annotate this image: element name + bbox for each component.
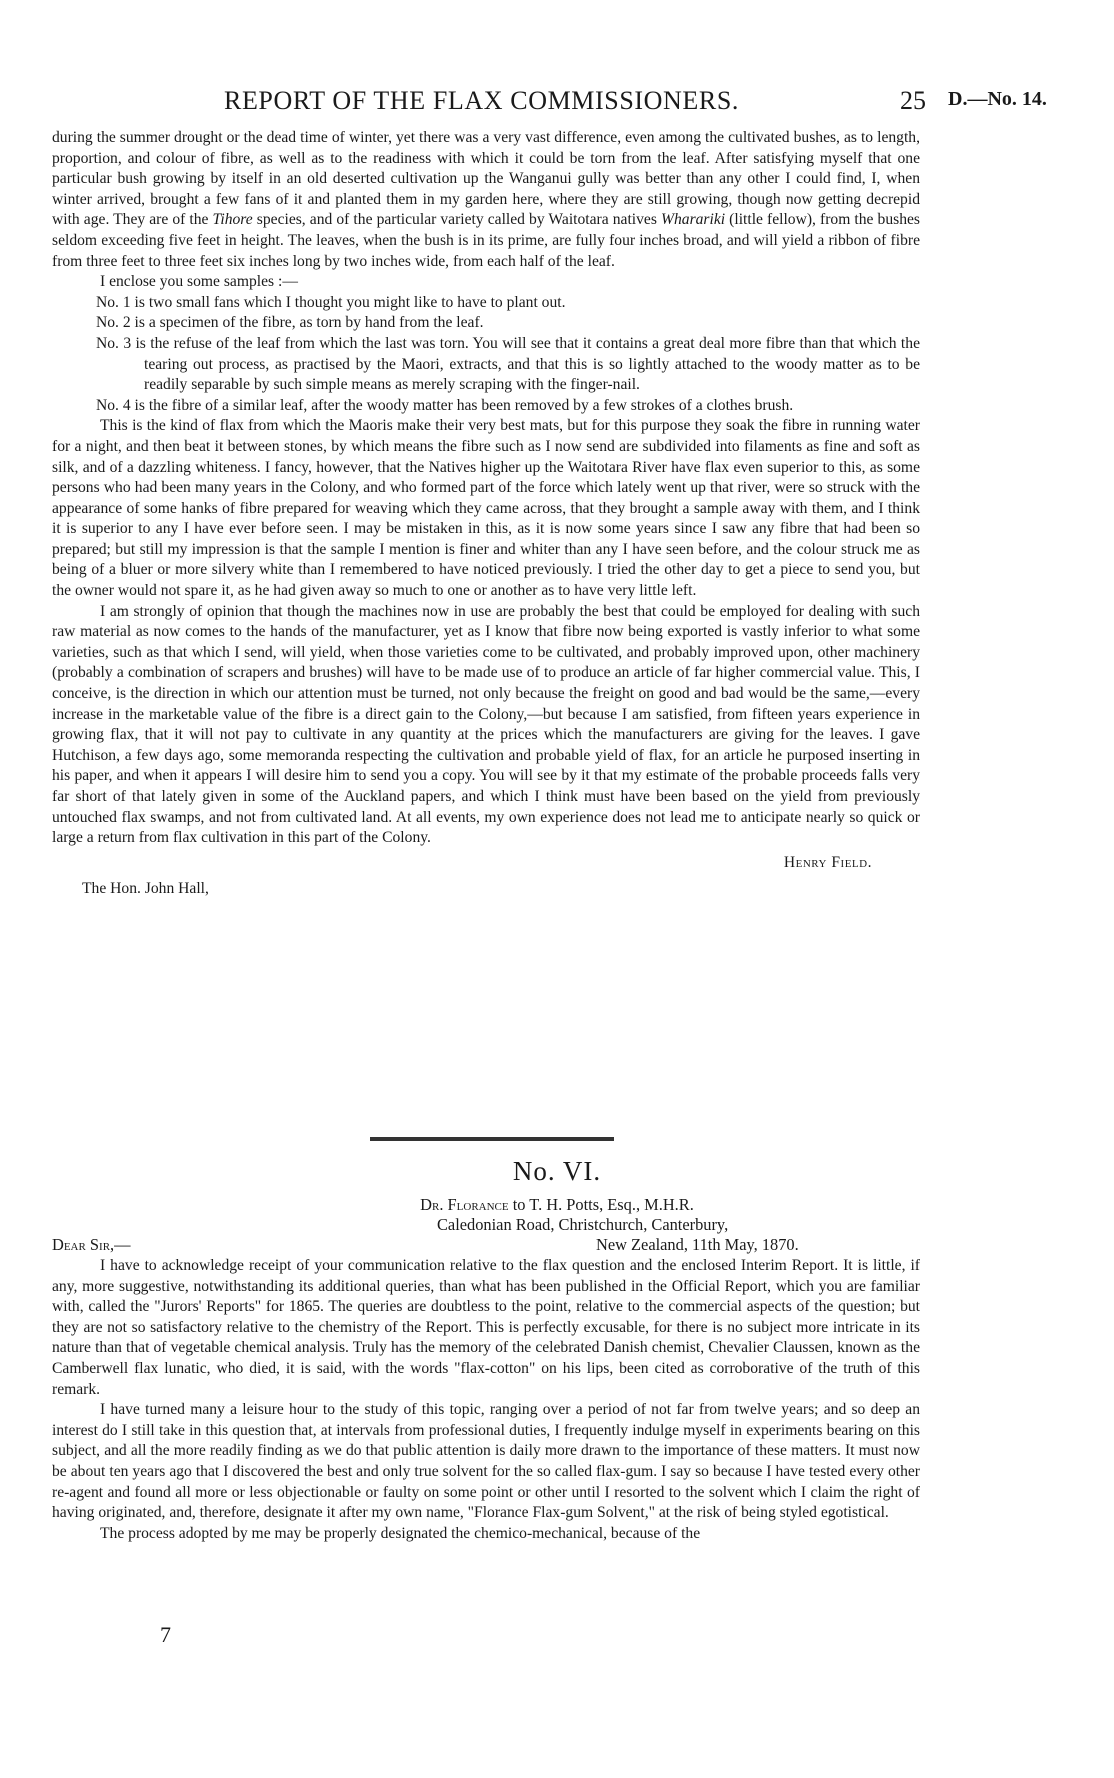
samples-intro: I enclose you some samples :— — [100, 273, 298, 291]
running-title: REPORT OF THE FLAX COMMISSIONERS. — [224, 86, 739, 115]
letter-florance-paragraph-3: The process adopted by me may be properly designated the chemico-mechanical, because of the — [100, 1524, 701, 1542]
letter-florance-body — [52, 1256, 920, 1544]
sample-item-2: No. 2 is a specimen of the fibre, as torn by hand from the leaf. — [96, 314, 484, 332]
letter-field-paragraph-1: during the summer drought or the dead time of winter, yet there was a very vast difference, even among the cultivated bushes, as to length, proportion, and colour of fibre, as well as to the readiness with which it could be torn from the leaf. After satisfying myself that one particular bush growing by itself in an old deserted cultivation up the Wanganui gully was better than any other I could find, I, when winter arrived, brought a few fans of it and planted them in my garden here, where they are still growing, though now getting decrepid with age. They are of the Tihore species, and of the particular variety called by Waitotara natives Wharariki (little fellow), from the bushes seldom exceeding five feet in height. The leaves, when the bush is in its prime, are fully four inches broad, and will yield a ribbon of fibre from three feet to three feet six inches long by two inches wide, from each half of the leaf. — [52, 129, 920, 270]
letter-field-paragraph-2: This is the kind of flax from which the Maoris make their very best mats, but for this purpose they soak the fibre in running water for a night, and then beat it between stones, by which means the fibre such as I now send are subdivided into filaments as fine and soft as silk, and of a dazzling whiteness. I fancy, however, that the Natives higher up the Waitotara River have flax even superior to this, as some persons who had been many years in the Colony, and who formed part of the force which lately went up that river, were so struck with the appearance of some hanks of fibre prepared for weaving which they came across, that they brought a sample away with them, and I think it is superior to any I have ever before seen. I may be mistaken in this, as it is now some years since I saw any fibre that had been so prepared; but still my impression is that the sample I mention is finer and whiter than any I have seen before, and the colour struck me as being of a bluer or more silvery white than I remembered to have noticed previously. I tried the other day to get a piece to send you, but the owner would not spare it, as he had given away so much to one or another as to have very little left. — [52, 417, 920, 600]
section-subtitle: Dr. Florance to T. H. Potts, Esq., M.H.R. — [420, 1195, 694, 1214]
document-page: REPORT OF THE FLAX COMMISSIONERS. 25 D.—No. 14. during the summer drought or the dead time of winter, yet there was a very vast difference, even among the cultivated bushes, as to length, proportion, and colour of fibre, as well as to the readiness with which it could be torn from the leaf. After satisfying myself that one particular bush growing by itself in an old deserted cultivation up the Wanganui gully was better than any other I could find, I, when winter arrived, brought a few fans of it and planted them in my garden here, where they are still growing, though now getting decrepid with age. They are of the Tihore species, and of the particular variety called by Waitotara natives Wharariki (little fellow), from the bushes seldom exceeding five feet in height. The leaves, when the bush is in its prime, are fully four inches broad, and will yield a ribbon of fibre from three feet to three feet six inches long by two inches wide, from each half of the leaf. I enclose you some samples :— No. 1 is two small fans which I thought you might like to have to plant out. No. 2 is a specimen of the fibre, as torn by hand from the leaf. No. 3 is the refuse of the leaf from which the last was torn. You will see that it contains a great deal more fibre than that which the tearing out process, as practised by the Maori, extracts, and that this is so lightly attached to the woody matter as to be readily separable by such simple means as merely scraping with the finger-nail. No. 4 is the fibre of a similar leaf, after the woody matter has been removed by a few strokes of a clothes brush. This is the kind of flax from which the Maoris make their very best mats, but for this purpose they soak the fibre in running water for a night, and then beat it between stones, by which means the fibre such as I now send are subdivided into filaments as fine and soft as silk, and of a dazzling whiteness. I fancy, however, that the Natives higher up the Waitotara River have flax even superior to this, as some persons who had been many years in the Colony, and who formed part of the force which lately went up that river, were so struck with the appearance of some hanks of fibre prepared for weaving which they came across, that they brought a sample away with them, and I think it is superior to any I have ever before seen. I may be mistaken in this, as it is now some years since I saw any fibre that had been so prepared; but still my impression is that the sample I mention is finer and whiter than any I have seen before, and the colour struck me as being of a bluer or more silvery white than I remembered to have noticed previously. I tried the other day to get a piece to send you, but the owner would not spare it, as he had given away so much to one or another as to have very little left. I am strongly of opinion that though the machines now in use are probably the best that could be employed for dealing with such raw material as now comes to the hands of the manufacturer, yet as I know that fibre now being exported is vastly inferior to what some varieties, such as that which I send, will yield, when those varieties come to be cultivated, and probably improved upon, other machinery (probably a combination of scrapers and brushes) will have to be made use of to produce an article of far higher commercial value. This, I conceive, is the direction in which our attention must be turned, not only because the freight on good and bad would be the same,—every increase in the marketable value of the fibre is a direct gain to the Colony,—but because I am satisfied, from fifteen years experience in growing flax, that it will not pay to cultivate in any quantity at the prices which the manufacturers are giving for the leaves. I gave Hutchison, a few days ago, some memoranda respecting the cultivation and probable yield of flax, for an article he purposed inserting in his paper, and when it appears I will desire him to send you a copy. You will see by it that my estimate of the probable proceeds falls very far short of that lately given in some of the Auckland papers, and which I think must have been based on the yield from previously untouched flax swamps, and not from cultivated land. At all events, my own experience does not lead me to anticipate nearly so quick or large a return from flax cultivation in this part of the Colony. Henry Field. The Hon. John Hall, No. VI. Dr. Florance to T. H. Potts, Esq., M.H.R. Caledonian Road, Christchurch, Canterbury, Dear Sir,— New Zealand, 11th May, 1870. I have to acknowledge receipt of your communication relative to the flax question and the enclosed Interim Report. It is little, if any, more suggestive, notwithstanding its additional queries, than what has been published in the Official Report, which you are familiar with, called the "Jurors' Reports" for 1865. The queries are doubtless to the point, relative to the commercial aspects of the question; but they are not so satisfactory relative to the chemistry of the Report. This is perfectly excusable, for there is no subject more intricate in its nature than that of vegetable chemical analysis. Truly has the memory of the celebrated Danish chemist, Chevalier Claussen, known as the Camberwell flax lunatic, who died, it is said, with the words "flax-cotton" on his lips, been cited as corroborative of the truth of this remark. I have turned many a leisure hour to the study of this topic, ranging over a period of not far from twelve years; and so deep an interest do I still take in this question that, at intervals from professional duties, I frequently indulge myself in experiments bearing on this subject, and all the more readily finding as we do that public attention is daily more drawn to the importance of these matters. It must now be about ten years ago that I discovered the best and only true solvent for the so called flax-gum. I say so because I have tested every other re-agent and found all more or less objectionable or faulty on some point or other until I resorted to the solvent which I claim the right of having originated, and, therefore, designate it after my own name, "Florance Flax-gum Solvent," at the risk of being styled egotistical. The process adopted by me may be properly designated the chemico-mechanical, because of the 7 — [0, 0, 1114, 1778]
letter-field-body — [52, 128, 920, 900]
letter-field-paragraph-3: I am strongly of opinion that though the machines now in use are probably the best that could be employed for dealing with such raw material as now comes to the hands of the manufacturer, yet as I know that fibre now being exported is vastly inferior to what some varieties, such as that which I send, will yield, when those varieties come to be cultivated, and probably improved upon, other machinery (probably a combination of scrapers and brushes) will have to be made use of to produce an article of far higher commercial value. This, I conceive, is the direction in which our attention must be turned, not only because the freight on good and bad would be the same,—every increase in the marketable value of the fibre is a direct gain to the Colony,—but because I am satisfied, from fifteen years experience in growing flax, that it will not pay to cultivate in any quantity at the prices which the manufacturers are giving for the leaves. I gave Hutchison, a few days ago, some memoranda respecting the cultivation and probable yield of flax, for an article he purposed inserting in his paper, and when it appears I will desire him to send you a copy. You will see by it that my estimate of the probable proceeds falls very far short of that lately given in some of the Auckland papers, and which I think must have been based on the yield from previously untouched flax swamps, and not from cultivated land. At all events, my own experience does not lead me to anticipate nearly so quick or large a return from flax cultivation in this part of the Colony. — [52, 602, 920, 847]
sample-item-4: No. 4 is the fibre of a similar leaf, after the woody matter has been removed by a few strokes of a clothes brush. — [96, 396, 794, 414]
letter-florance-paragraph-2: I have turned many a leisure hour to the study of this topic, ranging over a period of not far from twelve years; and so deep an interest do I still take in this question that, at intervals from professional duties, I frequently indulge myself in experiments bearing on this subject, and all the more readily finding as we do that public attention is daily more drawn to the importance of these matters. It must now be about ten years ago that I discovered the best and only true solvent for the so called flax-gum. I say so because I have tested every other re-agent and found all more or less objectionable or faulty on some point or other until I resorted to the solvent which I claim the right of having originated, and, therefore, designate it after my own name, "Florance Flax-gum Solvent," at the risk of being styled egotistical. — [52, 1401, 920, 1522]
signature-henry-field: Henry Field. — [783, 853, 872, 871]
addressee: The Hon. John Hall, — [82, 880, 209, 898]
document-reference: D.—No. 14. — [948, 88, 1047, 110]
letter-florance-paragraph-1: I have to acknowledge receipt of your communication relative to the flax question and the enclosed Interim Report. It is little, if any, more suggestive, notwithstanding its additional queries, than what has been published in the Official Report, which you are familiar with, called the "Jurors' Reports" for 1865. The queries are doubtless to the point, relative to the commercial aspects of the question; but they are not so satisfactory relative to the chemistry of the Report. This is perfectly excusable, for there is no subject more intricate in its nature than that of vegetable chemical analysis. Truly has the memory of the celebrated Danish chemist, Chevalier Claussen, known as the Camberwell flax lunatic, who died, it is said, with the words "flax-cotton" on his lips, been cited as corroborative of the truth of this remark. — [52, 1257, 920, 1398]
section-divider — [370, 1137, 614, 1141]
section-title: No. VI. — [512, 1156, 602, 1186]
sample-item-3: No. 3 is the refuse of the leaf from which the last was torn. You will see that it contains a great deal more fibre than that which the tearing out process, as practised by the Maori, extracts, and that this is so lightly attached to the woody matter as to be readily separable by such simple means as merely scraping with the finger-nail. — [96, 334, 920, 394]
sample-item-1: No. 1 is two small fans which I thought you might like to have to plant out. — [96, 293, 566, 311]
salutation: Dear Sir,— — [52, 1235, 131, 1254]
page-number: 25 — [900, 86, 926, 115]
signature-folio-mark: 7 — [160, 1622, 171, 1647]
